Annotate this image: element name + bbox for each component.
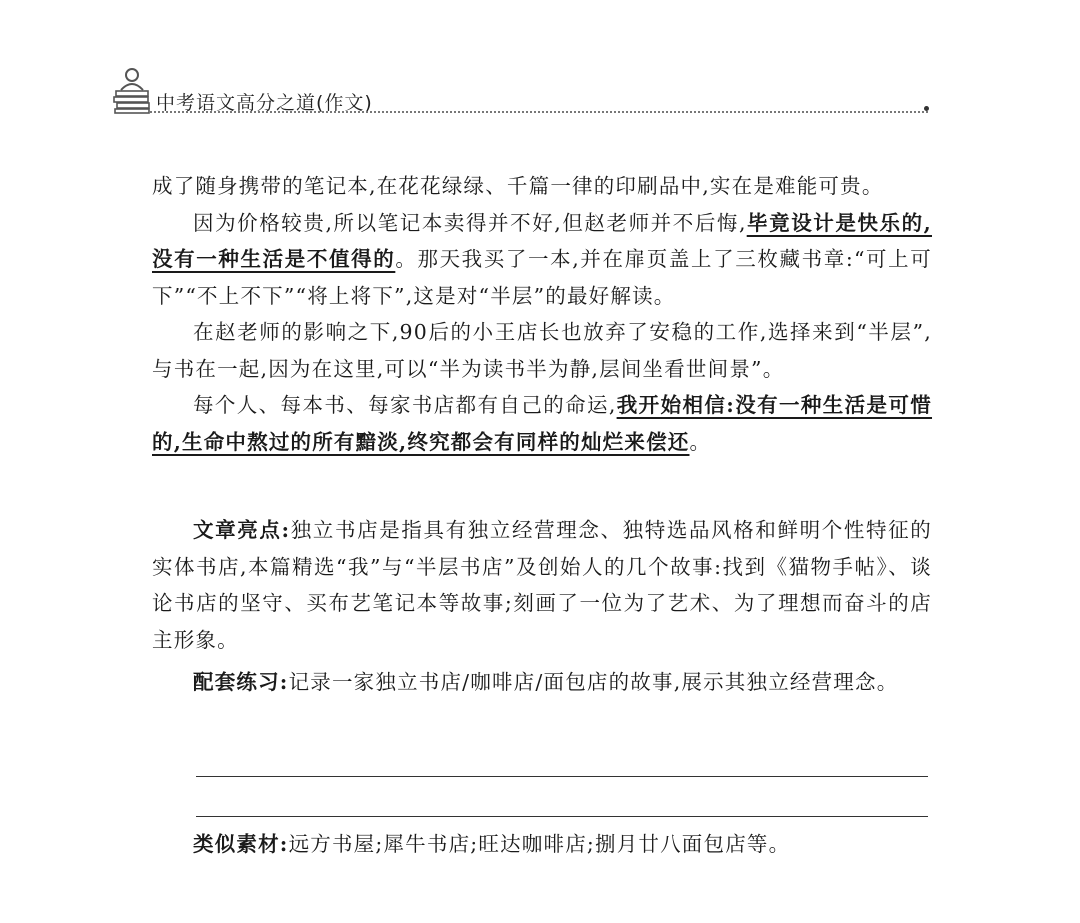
materials-label: 类似素材:	[193, 832, 289, 856]
paragraph-2-highlight: 毕竟设计是快乐的,没有一种生活是不值得的	[152, 210, 932, 271]
header-divider	[150, 111, 928, 113]
commentary-section	[152, 512, 932, 701]
paragraph-3-text: 在赵老师的影响之下,90后的小王店长也放弃了安稳的工作,选择来到“半层”,与书在一起,因为在这里,可以“半为读书半为静,层间坐看世间景”。	[152, 320, 932, 381]
exercise-text: 记录一家独立书店/咖啡店/面包店的故事,展示其独立经营理念。	[288, 670, 899, 694]
header-end-dot	[924, 106, 929, 111]
paragraph-2-text-b: 。那天我买了一本,并在扉页盖上了三枚藏书章:“可上可下”“不上不下”“将上将下”,这是对“半层”的最好解读。	[152, 247, 933, 308]
answer-line-1	[196, 776, 928, 777]
paragraph-4-text-b: 。	[689, 429, 712, 454]
paragraph-1	[152, 168, 932, 205]
answer-line-2	[196, 816, 928, 817]
highlights-paragraph	[152, 512, 932, 658]
books-reader-icon	[112, 66, 152, 114]
page-header	[112, 66, 932, 116]
article-body	[152, 168, 932, 460]
paragraph-2-text-a: 因为价格较贵,所以笔记本卖得并不好,但赵老师并不后悔,	[193, 210, 747, 235]
paragraph-2	[152, 205, 932, 315]
highlights-text: 独立书店是指具有独立经营理念、独特选品风格和鲜明个性特征的实体书店,本篇精选“我”与“半层书店”及创始人的几个故事:找到《猫物手帖》、谈论书店的坚守、买布艺笔记本等故事;刻画了一位为了艺术、为了理想而奋斗的店主形象。	[152, 518, 932, 652]
paragraph-4	[152, 387, 932, 460]
paragraph-3	[152, 314, 932, 387]
exercise-label: 配套练习:	[193, 670, 289, 694]
exercise-paragraph	[152, 664, 932, 701]
paragraph-4-highlight: 我开始相信:没有一种生活是可惜的,生命中熬过的所有黯淡,终究都会有同样的灿烂来偿还	[152, 393, 933, 454]
materials-paragraph	[152, 826, 932, 863]
materials-text: 远方书屋;犀牛书店;旺达咖啡店;捌月廿八面包店等。	[288, 832, 791, 856]
materials-section	[152, 826, 932, 863]
paragraph-4-text-a: 每个人、每本书、每家书店都有自己的命运,	[193, 393, 617, 417]
paragraph-1-text: 成了随身携带的笔记本,在花花绿绿、千篇一律的印刷品中,实在是难能可贵。	[152, 174, 884, 198]
header-title: 中考语文高分之道(作文)	[156, 92, 373, 114]
highlights-label: 文章亮点:	[193, 518, 291, 542]
